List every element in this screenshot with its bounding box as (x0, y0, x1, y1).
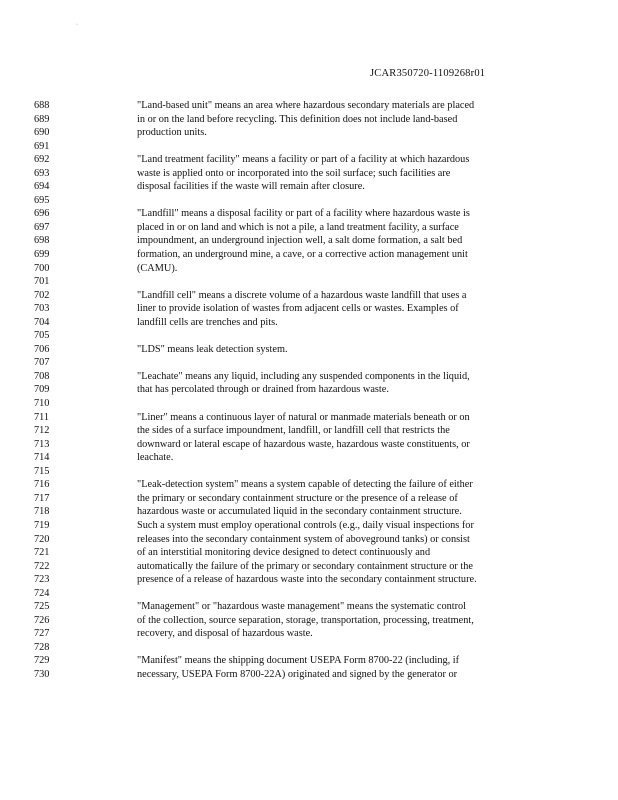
line-text: releases into the secondary containment system of aboveground tanks) or consist (137, 533, 470, 545)
document-id-header: JCAR350720-1109268r01 (370, 68, 486, 79)
line-number: 700 (34, 262, 50, 274)
line-number: 729 (34, 655, 50, 667)
line-text: downward or lateral escape of hazardous waste, hazardous waste constituents, or (137, 438, 470, 450)
line-number: 691 (34, 140, 50, 152)
line-number: 707 (34, 357, 50, 369)
text-line (0, 641, 618, 655)
text-line (0, 546, 618, 560)
text-line (0, 167, 618, 181)
line-number: 714 (34, 452, 50, 464)
text-line (0, 221, 618, 235)
line-text: automatically the failure of the primary or secondary containment structure or the (137, 560, 473, 572)
text-line (0, 262, 618, 276)
line-number: 708 (34, 370, 50, 382)
line-text: that has percolated through or drained from hazardous waste. (137, 384, 389, 396)
line-number: 723 (34, 574, 50, 586)
text-line (0, 451, 618, 465)
line-number: 717 (34, 492, 50, 504)
line-text: necessary, USEPA Form 8700-22A) originated and signed by the generator or (137, 668, 458, 680)
line-number: 709 (34, 384, 50, 396)
line-number: 689 (34, 113, 50, 125)
line-number: 728 (34, 641, 50, 653)
line-number: 688 (34, 100, 50, 111)
line-text: impoundment, an underground injection well, a salt dome formation, a salt bed (137, 235, 463, 247)
text-line (0, 180, 618, 194)
line-number: 710 (34, 398, 50, 410)
text-line (0, 573, 618, 587)
line-number: 712 (34, 425, 50, 437)
text-line (0, 465, 618, 479)
line-text: placed in or on land and which is not a pile, a land treatment facility, a surface (137, 221, 459, 233)
line-number: 699 (34, 249, 50, 261)
line-text: hazardous waste or accumulated liquid in the secondary containment structure. (137, 506, 462, 518)
text-line (0, 411, 618, 425)
line-number: 704 (34, 316, 50, 328)
line-number: 703 (34, 303, 50, 315)
line-text: leachate. (137, 452, 174, 464)
text-line (0, 438, 618, 452)
text-line (0, 126, 618, 140)
text-line (0, 370, 618, 384)
line-number: 695 (34, 194, 50, 206)
text-line (0, 614, 618, 628)
line-text: "Leachate" means any liquid, including any suspended components in the liquid, (137, 370, 470, 382)
line-text: the primary or secondary containment structure or the presence of a release of (137, 492, 458, 504)
line-number: 719 (34, 519, 50, 531)
text-line (0, 519, 618, 533)
line-text: waste is applied onto or incorporated into the soil surface; such facilities are (137, 167, 451, 179)
line-text: "Leak-detection system" means a system capable of detecting the failure of either (137, 479, 473, 491)
line-number: 726 (34, 614, 50, 626)
line-text: production units. (137, 127, 207, 139)
line-number: 696 (34, 208, 50, 220)
line-number: 720 (34, 533, 50, 545)
line-text: liner to provide isolation of wastes from adjacent cells or wastes. Examples of (137, 303, 459, 315)
line-text: formation, an underground mine, a cave, or a corrective action management unit (137, 249, 468, 261)
text-line (0, 533, 618, 547)
text-line (0, 194, 618, 208)
line-number: 693 (34, 167, 50, 179)
line-text: "LDS" means leak detection system. (137, 343, 288, 355)
text-line (0, 343, 618, 357)
text-line (0, 397, 618, 411)
text-line (0, 153, 618, 167)
line-number: 718 (34, 506, 50, 518)
line-number: 721 (34, 547, 50, 559)
line-number: 697 (34, 221, 50, 233)
line-number: 716 (34, 479, 50, 491)
line-text: (CAMU). (137, 262, 178, 274)
line-number: 698 (34, 235, 50, 247)
text-line (0, 316, 618, 330)
line-text: of the collection, source separation, storage, transportation, processing, treatment, (137, 614, 474, 626)
line-text: "Landfill" means a disposal facility or part of a facility where hazardous waste is (137, 208, 470, 220)
text-line (0, 234, 618, 248)
text-line (0, 99, 618, 113)
line-text: "Landfill cell" means a discrete volume of a hazardous waste landfill that uses a (137, 289, 467, 301)
page-speck-mark: · (76, 22, 78, 28)
line-text: "Manifest" means the shipping document USEPA Form 8700-22 (including, if (137, 655, 460, 667)
text-line (0, 289, 618, 303)
line-text: disposal facilities if the waste will remain after closure. (137, 181, 365, 193)
line-number: 706 (34, 343, 50, 355)
line-text: "Land treatment facility" means a facility or part of a facility at which hazardous (137, 154, 470, 166)
text-line (0, 424, 618, 438)
text-line (0, 478, 618, 492)
text-line (0, 302, 618, 316)
line-number: 730 (34, 668, 50, 680)
line-number: 694 (34, 181, 50, 193)
line-number: 711 (34, 411, 50, 423)
text-line (0, 668, 618, 682)
line-number: 715 (34, 465, 50, 477)
line-number: 725 (34, 601, 50, 613)
text-line (0, 654, 618, 668)
line-number: 701 (34, 276, 50, 288)
line-text: landfill cells are trenches and pits. (137, 316, 278, 328)
line-text: the sides of a surface impoundment, landfill, or landfill cell that restricts the (137, 425, 450, 437)
line-number: 713 (34, 438, 50, 450)
text-line (0, 627, 618, 641)
line-number: 724 (34, 587, 50, 599)
text-line (0, 356, 618, 370)
text-line (0, 140, 618, 154)
text-line (0, 560, 618, 574)
line-text: "Land-based unit" means an area where hazardous secondary materials are placed (137, 100, 475, 111)
line-text: "Management" or "hazardous waste management" means the systematic control (137, 601, 467, 613)
line-number: 690 (34, 127, 50, 139)
text-line (0, 113, 618, 127)
line-number: 722 (34, 560, 50, 572)
line-number: 705 (34, 330, 50, 342)
text-line (0, 587, 618, 601)
text-line (0, 329, 618, 343)
line-number: 702 (34, 289, 50, 301)
line-text: in or on the land before recycling. This definition does not include land-based (137, 113, 458, 125)
text-line (0, 248, 618, 262)
line-text: recovery, and disposal of hazardous waste. (137, 628, 313, 640)
text-line (0, 505, 618, 519)
text-line (0, 383, 618, 397)
line-text: Such a system must employ operational controls (e.g., daily visual inspections for (137, 519, 474, 531)
line-text: of an interstitial monitoring device designed to detect continuously and (137, 547, 431, 559)
text-line (0, 207, 618, 221)
line-text: "Liner" means a continuous layer of natural or manmade materials beneath or on (137, 411, 470, 423)
text-line (0, 492, 618, 506)
line-text: presence of a release of hazardous waste into the secondary containment structure. (137, 574, 477, 586)
line-number: 727 (34, 628, 50, 640)
numbered-text-body (0, 99, 618, 682)
text-line (0, 275, 618, 289)
text-line (0, 600, 618, 614)
line-number: 692 (34, 154, 50, 166)
